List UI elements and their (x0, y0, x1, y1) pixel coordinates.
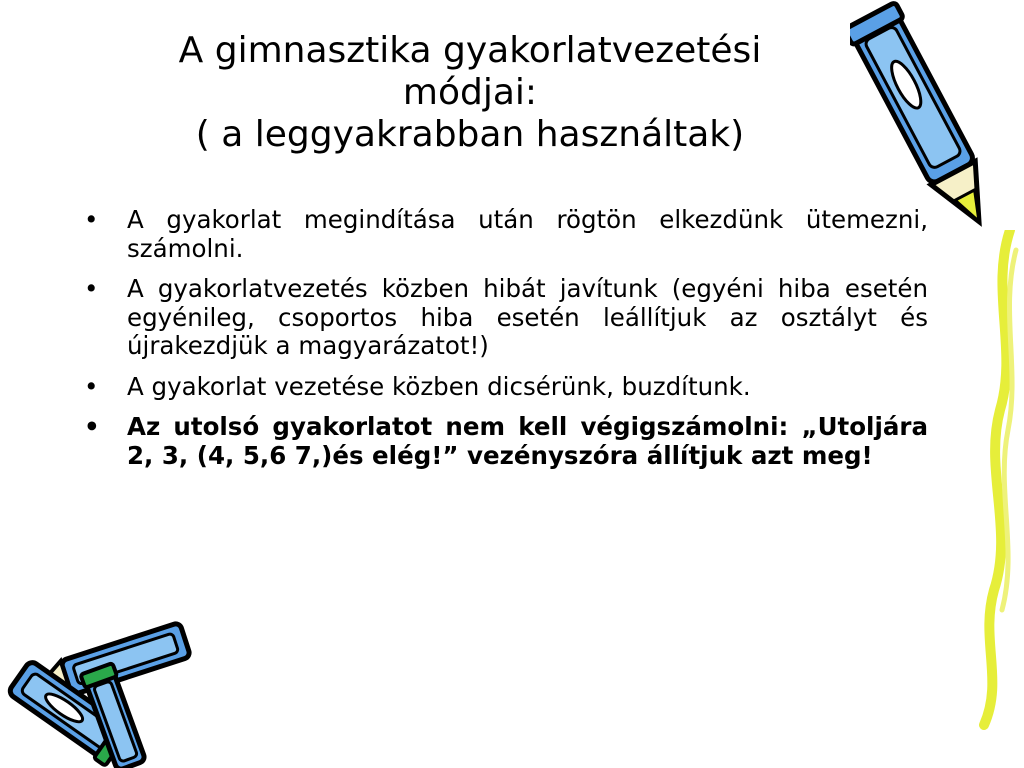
bullet-item (84, 275, 928, 361)
slide-title (60, 30, 880, 156)
bullet-item (84, 373, 928, 402)
bullet-list (84, 206, 928, 482)
bullet-text: A gyakorlat vezetése közben dicsérünk, buzdítunk. (127, 371, 751, 401)
bullet-text: A gyakorlat megindítása után rögtön elkezdünk ütemezni, számolni. (127, 205, 928, 263)
bullet-dot: • (84, 371, 99, 401)
pencils-icon (0, 615, 205, 768)
bullet-item (84, 413, 928, 470)
bullet-text: Az utolsó gyakorlatot nem kell végigszámolni: „Utoljára 2, 3, (4, 5,6 7,)és elég!” vezényszóra állítjuk azt meg! (127, 412, 928, 470)
pencil-icon (850, 0, 1000, 245)
title-line-3: ( a leggyakrabban használtak) (195, 114, 745, 155)
crayon-stroke-icon (970, 230, 1024, 730)
title-line-2: módjai: (402, 72, 538, 113)
bullet-dot: • (84, 205, 99, 234)
bullet-item (84, 206, 928, 263)
bullet-text: A gyakorlatvezetés közben hibát javítunk (egyéni hiba esetén egyénileg, csoportos hiba esetén leállítjuk az osztályt és újrakezdjük a magyarázatot!) (127, 274, 928, 360)
title-line-1: A gimnasztika gyakorlatvezetési (178, 30, 762, 71)
bullet-dot: • (84, 412, 100, 441)
bullet-dot: • (84, 274, 99, 303)
